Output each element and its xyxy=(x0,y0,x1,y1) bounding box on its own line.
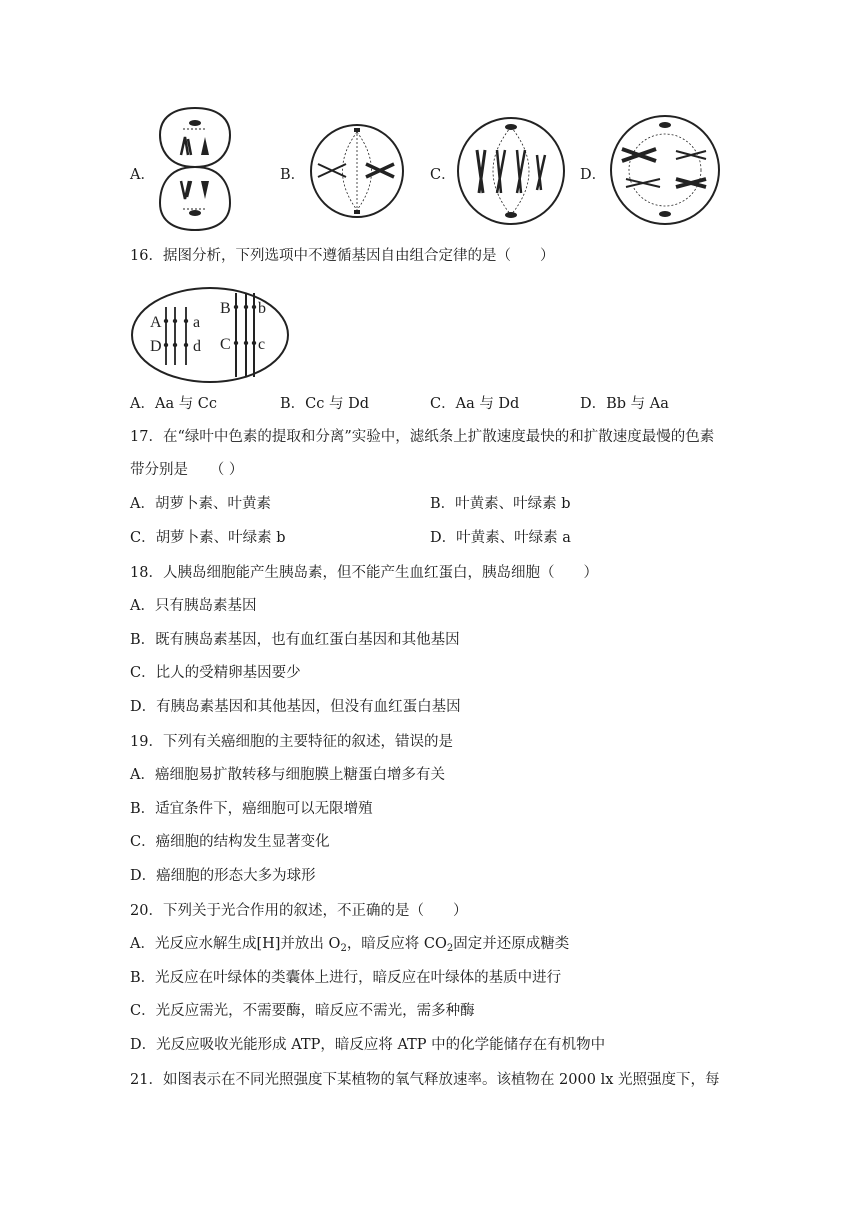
q20-option-a-part2: ，暗反应将 CO xyxy=(346,936,447,952)
q20-option-a-sub2: 2 xyxy=(446,943,454,954)
q19-stem: 19．下列有关癌细胞的主要特征的叙述，错误的是 xyxy=(130,734,453,750)
gene-c: c xyxy=(258,336,266,353)
q16-figure xyxy=(130,285,290,385)
q18-option-b: B．既有胰岛素基因，也有血红蛋白基因和其他基因 xyxy=(130,632,460,648)
q15-option-d-label: D． xyxy=(580,167,607,183)
q20-option-c: C．光反应需光，不需要酶，暗反应不需光，需多种酶 xyxy=(130,1003,475,1019)
q17-option-c: C．胡萝卜素、叶绿素 b xyxy=(130,530,286,546)
q15-option-a-label: A． xyxy=(130,167,155,183)
q18-option-a: A．只有胰岛素基因 xyxy=(130,598,257,614)
q16-option-c: C．Aa 与 Dd xyxy=(430,396,520,412)
q16-option-b: B．Cc 与 Dd xyxy=(280,396,369,412)
q17-option-a: A．胡萝卜素、叶黄素 xyxy=(130,496,271,512)
q19-option-d: D．癌细胞的形态大多为球形 xyxy=(130,868,316,884)
q15-option-b-label: B． xyxy=(280,167,306,183)
gene-C: C xyxy=(220,336,231,353)
gene-B: B xyxy=(220,300,231,317)
q15-figure-d xyxy=(606,113,724,227)
gene-b: b xyxy=(258,300,266,317)
q20-option-a-part3: 固定并还原成糖类 xyxy=(453,936,570,952)
q19-option-a: A．癌细胞易扩散转移与细胞膜上糖蛋白增多有关 xyxy=(130,767,445,783)
q16-stem: 16．据图分析，下列选项中不遵循基因自由组合定律的是（ ） xyxy=(130,248,555,264)
q16-option-d: D．Bb 与 Aa xyxy=(580,396,669,412)
q21-stem: 21．如图表示在不同光照强度下某植物的氧气释放速率。该植物在 2000 lx 光照强度下，每 xyxy=(130,1072,720,1088)
q17-stem-line2: 带分别是 （ ） xyxy=(130,462,244,478)
q17-option-b: B．叶黄素、叶绿素 b xyxy=(430,496,571,512)
q18-option-c: C．比人的受精卵基因要少 xyxy=(130,665,301,681)
q17-option-d: D．叶黄素、叶绿素 a xyxy=(430,530,571,546)
q20-option-a-sub1: 2 xyxy=(340,943,347,954)
gene-D: D xyxy=(150,338,162,355)
q20-option-a xyxy=(130,934,569,959)
q15-figure-b xyxy=(308,122,406,220)
q15-figure-c xyxy=(455,115,567,227)
q15-option-c-label: C． xyxy=(430,167,456,183)
q20-option-d: D．光反应吸收光能形成 ATP，暗反应将 ATP 中的化学能储存在有机物中 xyxy=(130,1037,606,1053)
q20-stem: 20．下列关于光合作用的叙述，不正确的是（ ） xyxy=(130,903,468,919)
q18-stem: 18．人胰岛细胞能产生胰岛素，但不能产生血红蛋白，胰岛细胞（ ） xyxy=(130,565,598,581)
gene-d: d xyxy=(193,338,201,355)
gene-a: a xyxy=(193,314,201,331)
q19-option-b: B．适宜条件下，癌细胞可以无限增殖 xyxy=(130,801,373,817)
q15-figure-a xyxy=(155,105,235,233)
q16-option-a: A．Aa 与 Cc xyxy=(130,396,218,412)
q17-stem-line1: 17．在“绿叶中色素的提取和分离”实验中，滤纸条上扩散速度最快的和扩散速度最慢的色素 xyxy=(130,429,715,445)
q18-option-d: D．有胰岛素基因和其他基因，但没有血红蛋白基因 xyxy=(130,699,461,715)
q20-option-b: B．光反应在叶绿体的类囊体上进行，暗反应在叶绿体的基质中进行 xyxy=(130,970,562,986)
q20-option-a-part1: A．光反应水解生成[H]并放出 O xyxy=(130,936,341,952)
gene-A: A xyxy=(150,314,162,331)
q19-option-c: C．癌细胞的结构发生显著变化 xyxy=(130,834,330,850)
